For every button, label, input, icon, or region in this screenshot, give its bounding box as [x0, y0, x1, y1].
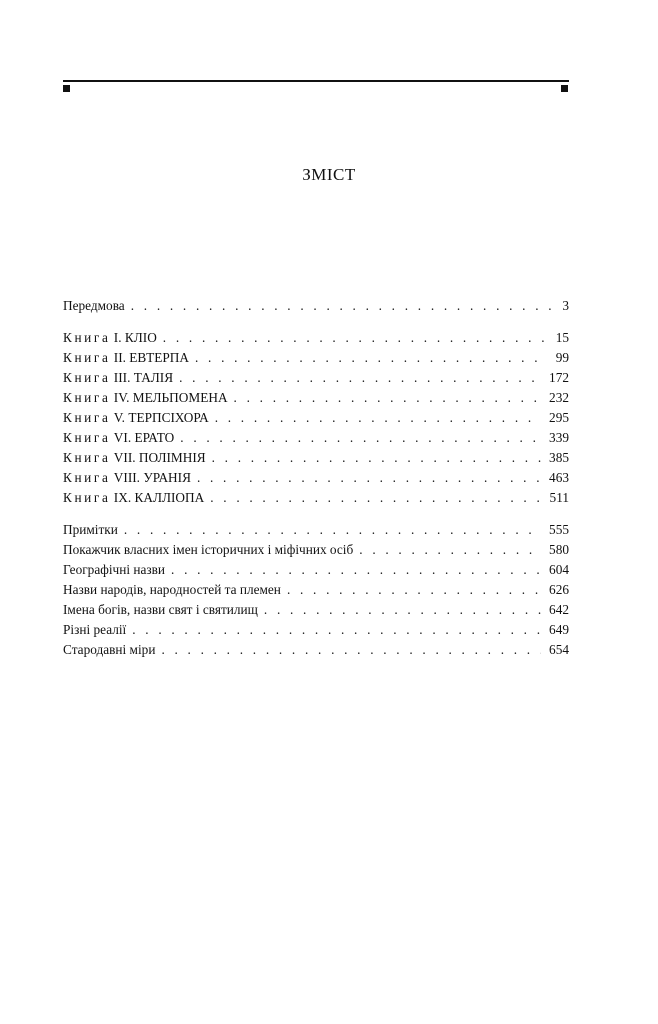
dot-leader: [210, 490, 541, 506]
toc-entry[interactable]: [63, 350, 569, 370]
toc-entry-title: [63, 410, 209, 426]
corner-mark-right: [561, 85, 568, 92]
toc-entry[interactable]: [63, 410, 569, 430]
corner-mark-left: [63, 85, 70, 92]
toc-entry[interactable]: [63, 522, 569, 542]
toc-entry-label: Покажчик власних імен історичних і міфічних осіб: [63, 542, 354, 557]
dot-leader: [215, 410, 541, 426]
toc-entry[interactable]: [63, 642, 569, 662]
dot-leader: [124, 522, 541, 538]
toc-entry-prefix: Книга: [63, 410, 111, 425]
dot-leader: [212, 450, 541, 466]
toc-entry-title: [63, 350, 189, 366]
toc-group: [63, 298, 569, 318]
toc-entry-title: [63, 642, 155, 658]
toc-entry[interactable]: [63, 622, 569, 642]
dot-leader: [132, 622, 541, 638]
toc-entry-title: [63, 490, 204, 506]
toc-entry-page-number: 555: [549, 522, 569, 537]
toc-entry[interactable]: [63, 430, 569, 450]
toc-entry-label: II. ЕВТЕРПА: [113, 350, 189, 365]
toc-entry-label: Стародавні міри: [63, 642, 156, 657]
dot-leader: [197, 470, 541, 486]
toc-entry-label: Примітки: [63, 522, 118, 537]
toc-entry-prefix: Книга: [63, 430, 111, 445]
dot-leader: [163, 330, 548, 346]
dot-leader: [264, 602, 541, 618]
toc-entry[interactable]: [63, 490, 569, 510]
toc-entry-title: [63, 470, 191, 486]
toc-entry-page-number: 511: [549, 490, 569, 505]
toc-entry-title: [63, 390, 228, 406]
toc-entry[interactable]: [63, 450, 569, 470]
toc-entry[interactable]: [63, 330, 569, 350]
toc-entry-page-number: 385: [549, 450, 569, 465]
toc-entry-label: V. ТЕРПСІХОРА: [113, 410, 209, 425]
toc-entry-prefix: Книга: [63, 350, 111, 365]
dot-leader: [171, 562, 541, 578]
toc-entry-label: VIII. УРАНІЯ: [113, 470, 191, 485]
toc-entry[interactable]: [63, 298, 569, 318]
toc-entry-page-number: 642: [549, 602, 569, 617]
toc-entry[interactable]: [63, 582, 569, 602]
toc-group: [63, 522, 569, 662]
toc-entry-page-number: 99: [555, 350, 569, 365]
toc-entry[interactable]: [63, 370, 569, 390]
toc-entry-page-number: 463: [549, 470, 569, 485]
toc-entry-label: Різні реалії: [63, 622, 127, 637]
toc-entry-page-number: 649: [549, 622, 569, 637]
table-of-contents: [63, 298, 569, 662]
toc-entry-label: VII. ПОЛІМНІЯ: [113, 450, 206, 465]
toc-entry-title: [63, 370, 173, 386]
toc-entry-page-number: 654: [549, 642, 569, 657]
dot-leader: [234, 390, 542, 406]
toc-entry-title: [63, 602, 258, 618]
toc-entry-page-number: 172: [549, 370, 569, 385]
toc-entry[interactable]: [63, 542, 569, 562]
toc-entry-prefix: Книга: [63, 330, 111, 345]
dot-leader: [359, 542, 541, 558]
toc-entry-page-number: 580: [549, 542, 569, 557]
toc-group: [63, 330, 569, 510]
toc-entry-title: [63, 622, 126, 638]
toc-entry-label: I. КЛІО: [113, 330, 157, 345]
toc-entry[interactable]: [63, 470, 569, 490]
toc-entry-label: Назви народів, народностей та племен: [63, 582, 281, 597]
toc-entry-prefix: Книга: [63, 370, 111, 385]
toc-entry-label: IX. КАЛЛІОПА: [113, 490, 205, 505]
toc-entry[interactable]: [63, 602, 569, 622]
toc-entry-page-number: 604: [549, 562, 569, 577]
toc-entry-prefix: Книга: [63, 470, 111, 485]
toc-entry[interactable]: [63, 562, 569, 582]
toc-entry-label: Імена богів, назви свят і святилищ: [63, 602, 258, 617]
dot-leader: [161, 642, 541, 658]
dot-leader: [179, 370, 541, 386]
toc-entry-page-number: 626: [549, 582, 569, 597]
toc-entry-title: [63, 582, 281, 598]
dot-leader: [131, 298, 555, 314]
toc-entry-page-number: 3: [562, 298, 569, 313]
toc-entry-title: [63, 450, 206, 466]
toc-entry-prefix: Книга: [63, 450, 111, 465]
toc-entry-page-number: 15: [555, 330, 569, 345]
toc-entry[interactable]: [63, 390, 569, 410]
toc-entry-title: [63, 298, 125, 314]
toc-entry-prefix: Книга: [63, 490, 111, 505]
header-rule: [63, 80, 569, 82]
toc-entry-label: Географічні назви: [63, 562, 166, 577]
toc-entry-title: [63, 330, 157, 346]
dot-leader: [180, 430, 541, 446]
dot-leader: [195, 350, 548, 366]
toc-entry-page-number: 232: [549, 390, 569, 405]
dot-leader: [287, 582, 541, 598]
toc-entry-label: IV. МЕЛЬПОМЕНА: [113, 390, 228, 405]
toc-entry-label: Передмова: [63, 298, 125, 313]
toc-entry-title: [63, 562, 165, 578]
toc-entry-title: [63, 542, 353, 558]
toc-entry-prefix: Книга: [63, 390, 111, 405]
toc-entry-label: III. ТАЛІЯ: [113, 370, 174, 385]
toc-entry-label: VI. ЕРАТО: [113, 430, 175, 445]
toc-entry-title: [63, 430, 174, 446]
toc-entry-page-number: 295: [549, 410, 569, 425]
page-title: ЗМІСТ: [302, 165, 356, 184]
toc-entry-page-number: 339: [549, 430, 569, 445]
toc-entry-title: [63, 522, 118, 538]
